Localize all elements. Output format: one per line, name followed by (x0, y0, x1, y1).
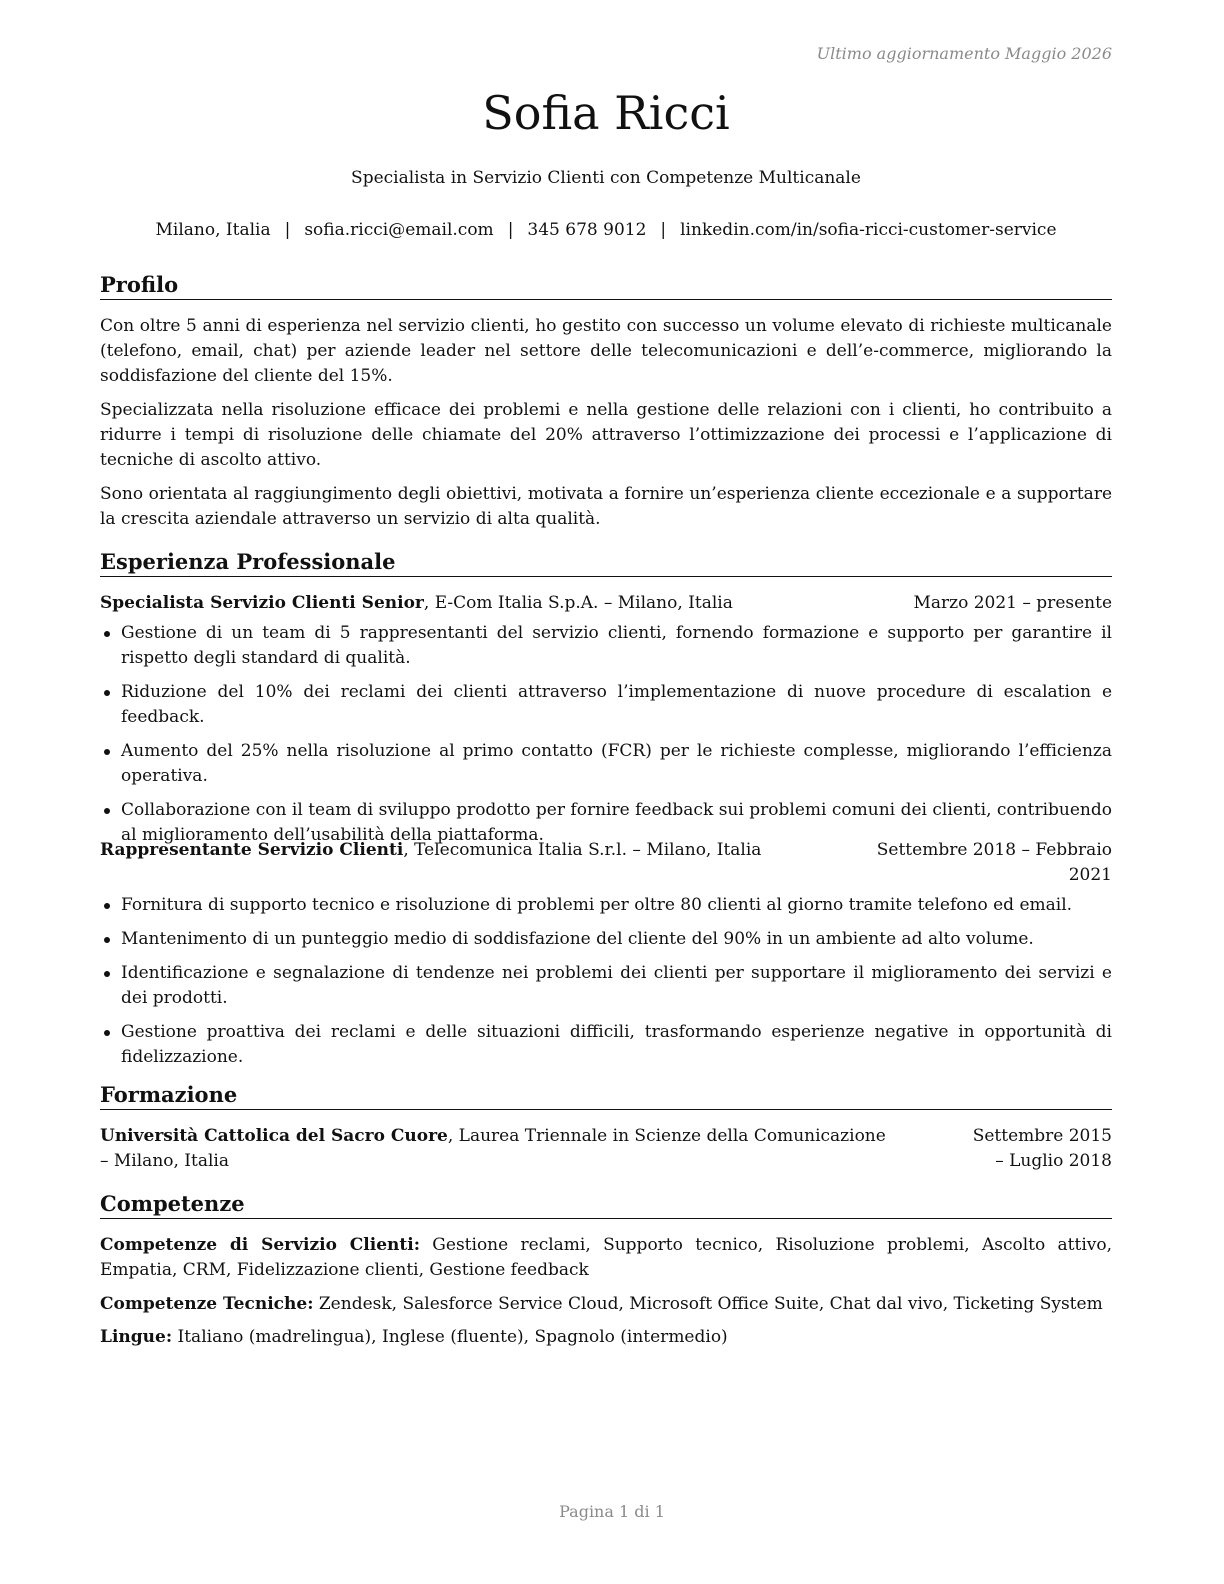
list-item: Gestione di un team di 5 rappresentanti del servizio clienti, fornendo formazione e supporto per garantire il rispetto degli standard di qualità. (100, 621, 1112, 671)
candidate-subtitle: Specialista in Servizio Clienti con Competenze Multicanale (351, 168, 861, 188)
job-bullets (100, 621, 1112, 857)
skill-line (100, 1233, 1112, 1283)
job-role: Specialista Servizio Clienti Senior (100, 593, 424, 613)
contact-separator: | (660, 220, 667, 240)
job-company: , E-Com Italia S.p.A. – Milano, Italia (423, 593, 733, 613)
skill-value: Gestione reclami, Supporto tecnico, Risoluzione problemi, Ascolto attivo, Empatia, CRM, Fidelizzazione clienti, Gestione feedback (100, 1235, 1113, 1280)
candidate-name: Sofia Ricci (482, 86, 730, 140)
profile-paragraph: Con oltre 5 anni di esperienza nel servizio clienti, ho gestito con successo un volume elevato di richieste multicanale (telefono, email, chat) per aziende leader nel settore delle telecomunicazioni e dell’e-commerce, migliorando la soddisfazione del cliente del 15%. (100, 316, 1112, 386)
section-title-education: Formazione (100, 1082, 1112, 1110)
job-dates: Marzo 2021 – presente (913, 593, 1112, 613)
skill-value: Zendesk, Salesforce Service Cloud, Microsoft Office Suite, Chat dal vivo, Ticketing System (313, 1294, 1103, 1314)
skill-value: Italiano (madrelingua), Inglese (fluente), Spagnolo (intermedio) (172, 1327, 728, 1347)
job-title-line (100, 838, 761, 863)
skill-line (100, 1325, 1112, 1350)
job-dates: Settembre 2018 – Febbraio 2021 (876, 840, 1112, 885)
list-item: Gestione proattiva dei reclami e delle situazioni difficili, trasformando esperienze negative in opportunità di fidelizzazione. (100, 1020, 1112, 1070)
page-number: Pagina 1 di 1 (559, 1502, 665, 1521)
skill-label: Competenze di Servizio Clienti: (100, 1235, 420, 1255)
contact-separator: | (284, 220, 291, 240)
education-dates: Settembre 2015 – Luglio 2018 (972, 1126, 1112, 1171)
contact-location: Milano, Italia (155, 220, 271, 240)
contact-phone: 345 678 9012 (527, 220, 647, 240)
list-item: Riduzione del 10% dei reclami dei clienti attraverso l’implementazione di nuove procedure di escalation e feedback. (100, 680, 1112, 730)
job-header (100, 591, 1112, 616)
profile-paragraph: Specializzata nella risoluzione efficace dei problemi e nella gestione delle relazioni con i clienti, ho contribuito a ridurre i tempi di risoluzione delle chiamate del 20% attraverso l’ottimizzazione dei processi e l’applicazione di tecniche di ascolto attivo. (100, 400, 1112, 470)
skill-label: Lingue: (100, 1327, 173, 1347)
list-item: Collaborazione con il team di sviluppo prodotto per fornire feedback sui problemi comuni dei clienti, contribuendo al miglioramento dell’usabilità della piattaforma. (100, 798, 1112, 848)
list-item: Identificazione e segnalazione di tendenze nei problemi dei clienti per supportare il miglioramento dei servizi e dei prodotti. (100, 961, 1112, 1011)
skill-label: Competenze Tecniche: (100, 1294, 314, 1314)
last-updated: Ultimo aggiornamento Maggio 2026 (816, 44, 1112, 63)
job-bullets (100, 893, 1112, 1079)
profile-paragraph: Sono orientata al raggiungimento degli obiettivi, motivata a fornire un’esperienza cliente eccezionale e a supportare la crescita aziendale attraverso un servizio di alta qualità. (100, 484, 1112, 529)
education-school: Università Cattolica del Sacro Cuore (100, 1126, 448, 1146)
education-detail: , Laurea Triennale in Scienze della Comunicazione – Milano, Italia (100, 1126, 886, 1171)
job-title-line (100, 591, 733, 616)
section-title-skills: Competenze (100, 1191, 1112, 1219)
section-title-experience: Esperienza Professionale (100, 549, 1112, 577)
list-item: Fornitura di supporto tecnico e risoluzione di problemi per oltre 80 clienti al giorno tramite telefono ed email. (100, 893, 1112, 918)
list-item: Aumento del 25% nella risoluzione al primo contatto (FCR) per le richieste complesse, migliorando l’efficienza operativa. (100, 739, 1112, 789)
contact-linkedin[interactable]: linkedin.com/in/sofia-ricci-customer-service (680, 220, 1057, 240)
job-header (100, 838, 1112, 888)
list-item: Mantenimento di un punteggio medio di soddisfazione del cliente del 90% in un ambiente ad alto volume. (100, 927, 1112, 952)
skill-line (100, 1292, 1112, 1317)
education-entry (100, 1124, 1112, 1174)
education-text (100, 1124, 890, 1174)
contact-email[interactable]: sofia.ricci@email.com (304, 220, 494, 240)
contact-separator: | (507, 220, 514, 240)
contact-line (100, 220, 1112, 240)
job-company: , Telecomunica Italia S.r.l. – Milano, Italia (403, 840, 762, 860)
job-role: Rappresentante Servizio Clienti (100, 840, 404, 860)
section-title-profile: Profilo (100, 272, 1112, 300)
